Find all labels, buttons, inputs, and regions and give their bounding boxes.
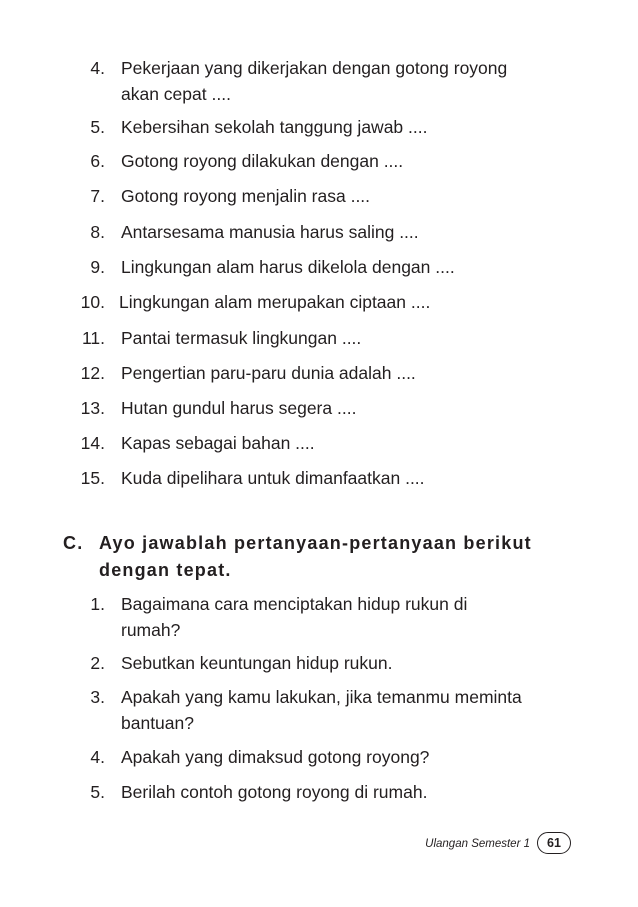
item-text: Berilah contoh gotong royong di rumah. [121,782,428,802]
item-number: 5. [90,782,105,802]
item-number: 4. [90,747,105,767]
item-text: Apakah yang dimaksud gotong royong? [121,747,430,767]
item-number: 6. [90,151,105,171]
section-letter: C. [63,533,84,553]
item-text: Lingkungan alam harus dikelola dengan .... [121,257,455,277]
item-number: 2. [90,653,105,673]
footer-label: Ulangan Semester 1 [425,838,530,850]
page-number-badge: 61 [537,832,571,854]
item-number: 8. [90,222,105,242]
item-text: Lingkungan alam merupakan ciptaan .... [119,292,431,312]
item-text: Gotong royong menjalin rasa .... [121,186,371,206]
item-number: 1. [90,594,105,614]
item-number: 7. [90,186,105,206]
item-text: Kebersihan sekolah tanggung jawab .... [121,117,428,137]
item-text: Hutan gundul harus segera .... [121,398,357,418]
item-text: Apakah yang kamu lakukan, jika temanmu meminta bantuan? [121,687,522,733]
item-text: Gotong royong dilakukan dengan .... [121,151,404,171]
item-number: 15. [80,468,105,488]
item-number: 5. [90,117,105,137]
item-number: 3. [90,687,105,707]
item-text: Pantai termasuk lingkungan .... [121,328,362,348]
section-title-cont: dengan tepat. [99,560,232,580]
section-title: Ayo jawablah pertanyaan-pertanyaan berikut [99,533,532,553]
item-number: 9. [90,257,105,277]
item-text: Sebutkan keuntungan hidup rukun. [121,653,393,673]
item-text: Pekerjaan yang dikerjakan dengan gotong royong akan cepat .... [121,58,508,104]
item-number: 13. [80,398,105,418]
item-text: Kuda dipelihara untuk dimanfaatkan .... [121,468,425,488]
item-text: Kapas sebagai bahan .... [121,433,315,453]
item-number: 4. [90,58,105,78]
item-number: 11. [81,328,105,348]
item-number: 10. [80,292,105,312]
item-text: Bagaimana cara menciptakan hidup rukun di rumah? [121,594,468,640]
item-number: 12. [80,363,105,383]
item-text: Antarsesama manusia harus saling .... [121,222,419,242]
item-number: 14. [80,433,105,453]
item-text: Pengertian paru-paru dunia adalah .... [121,363,416,383]
